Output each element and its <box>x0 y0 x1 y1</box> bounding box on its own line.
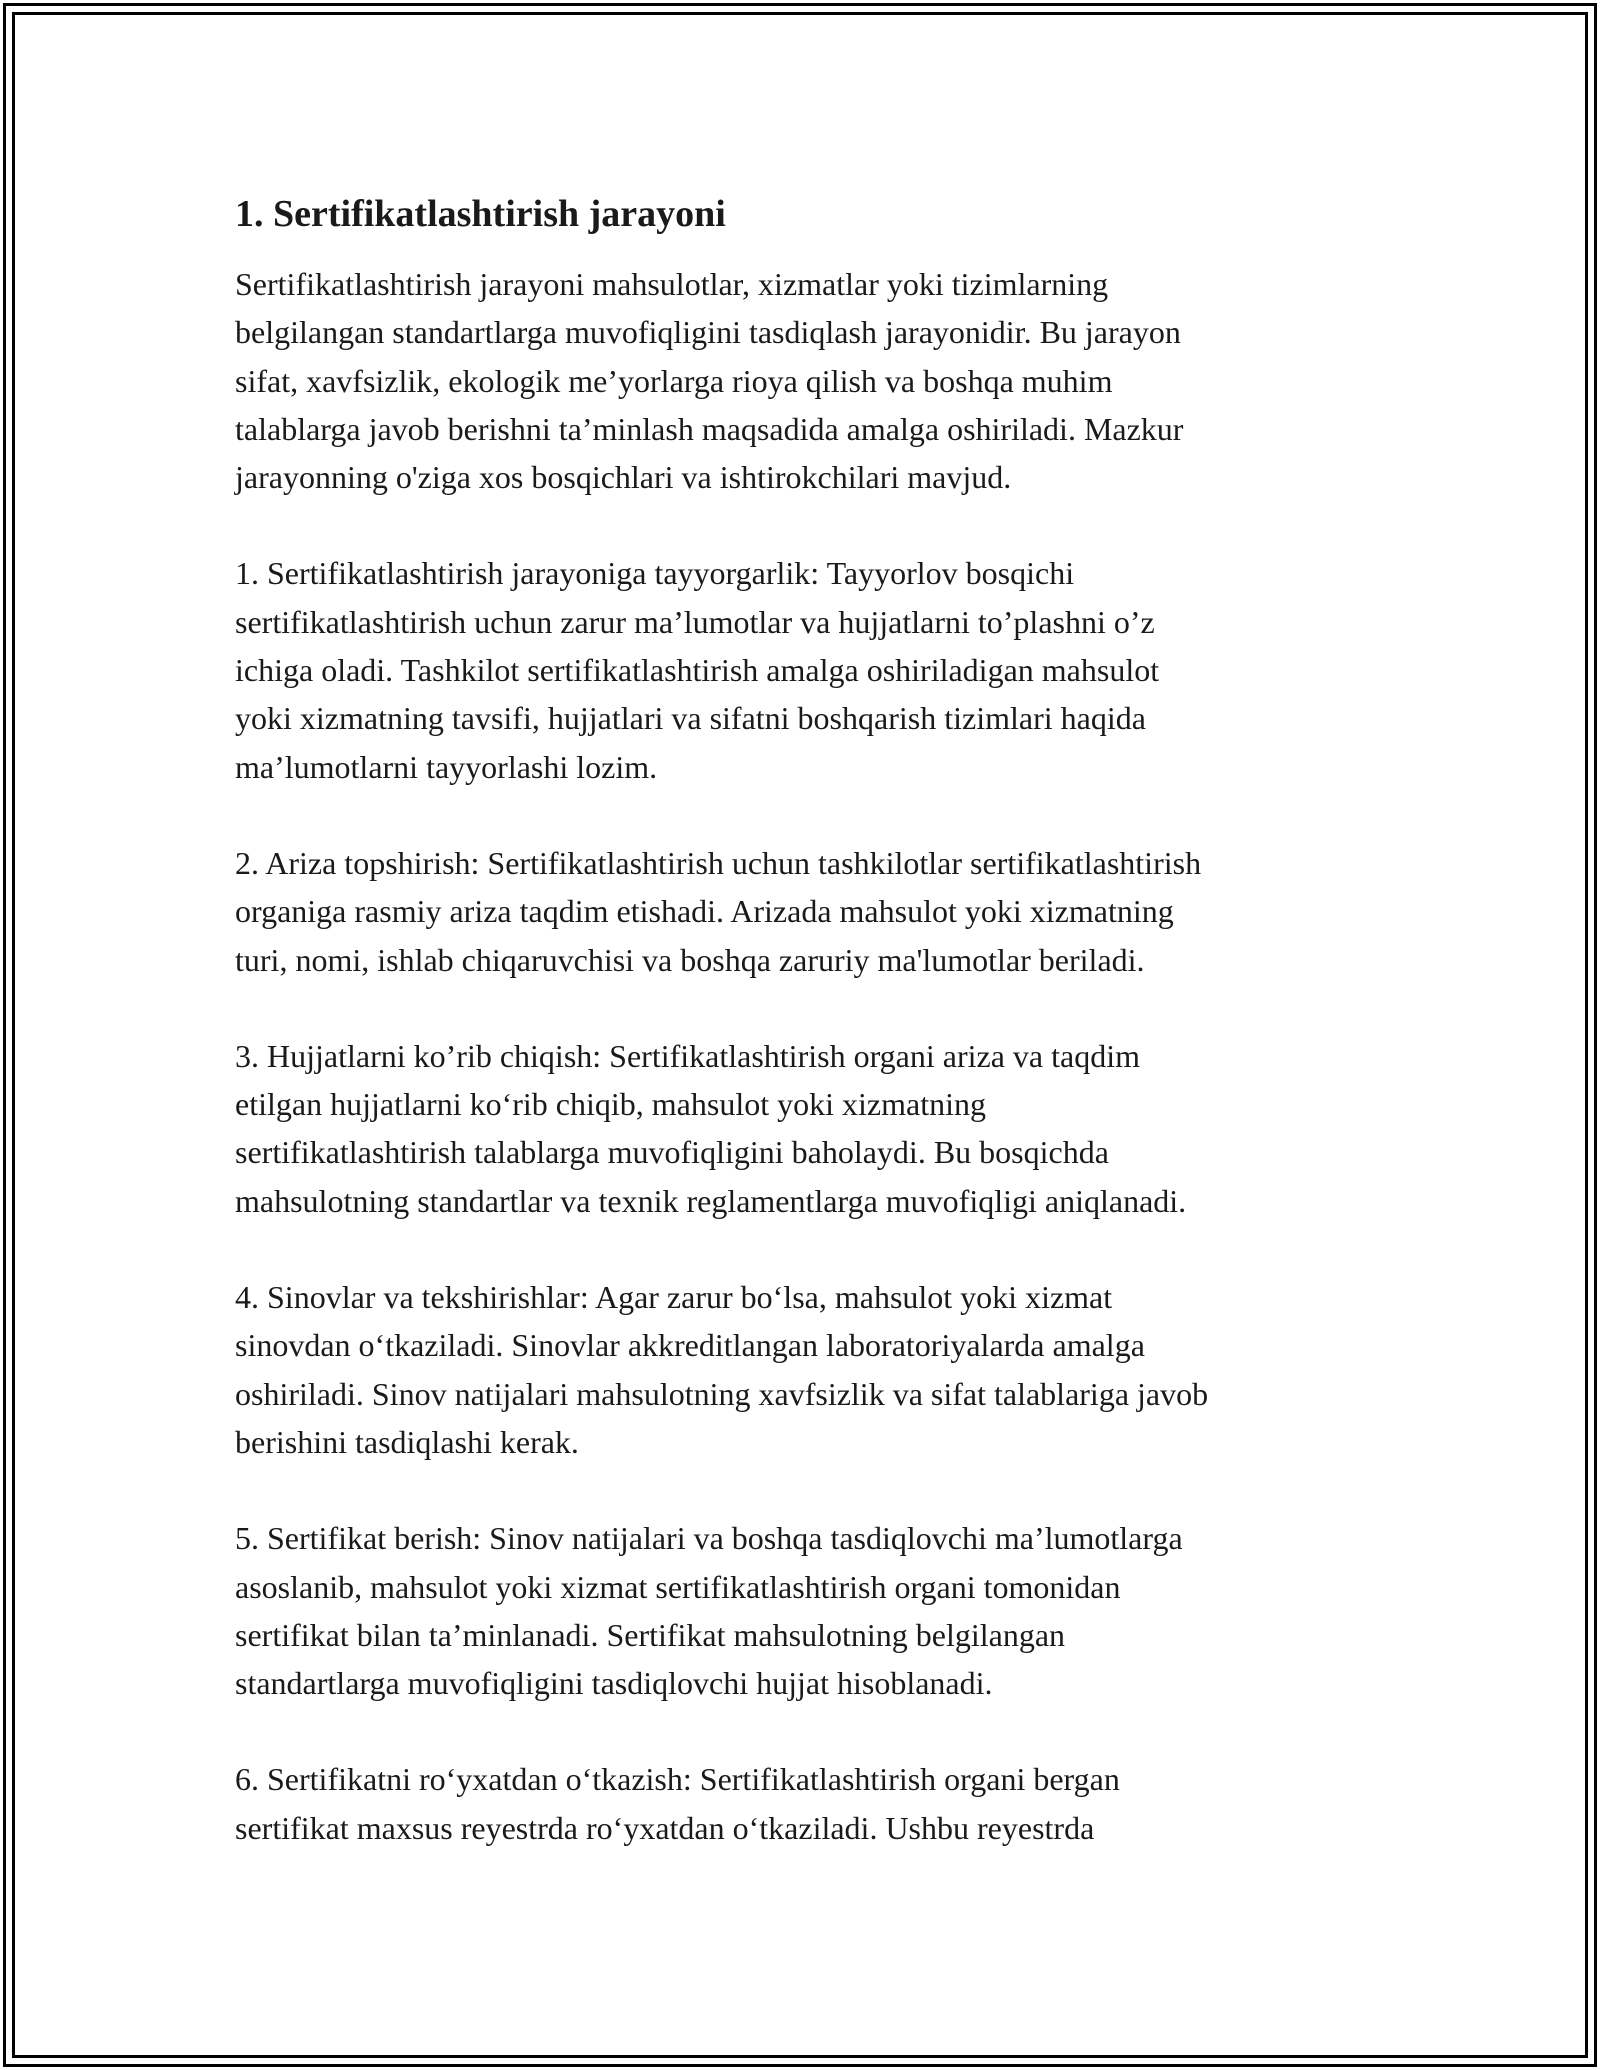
text-line: 6. Sertifikatni ro‘yxatdan o‘tkazish: Sertifikatlashtirish organi bergan <box>235 1761 1120 1798</box>
text-line: ichiga oladi. Tashkilot sertifikatlashtirish amalga oshiriladigan mahsulot <box>235 652 1160 689</box>
text-line: sertifikat maxsus reyestrda ro‘yxatdan o‘tkaziladi. Ushbu reyestrda <box>235 1809 1095 1846</box>
step-1-paragraph <box>235 549 1385 790</box>
text-line: sifat, xavfsizlik, ekologik me’yorlarga rioya qilish va boshqa muhim <box>235 362 1113 399</box>
text-line: Sertifikatlashtirish jarayoni mahsulotlar, xizmatlar yoki tizimlarning <box>235 266 1109 302</box>
text-line: 4. Sinovlar va tekshirishlar: Agar zarur bo‘lsa, mahsulot yoki xizmat <box>235 1279 1113 1316</box>
text-line: organiga rasmiy ariza taqdim etishadi. Arizada mahsulot yoki xizmatning <box>235 893 1174 930</box>
intro-paragraph <box>235 260 1385 501</box>
text-line: 1. Sertifikatlashtirish jarayoniga tayyorgarlik: Tayyorlov bosqichi <box>235 555 1075 592</box>
step-4-paragraph <box>235 1273 1385 1466</box>
text-line: oshiriladi. Sinov natijalari mahsulotning xavfsizlik va sifat talablariga javob <box>235 1375 1209 1412</box>
step-3-paragraph <box>235 1032 1385 1225</box>
text-line: sertifikat bilan ta’minlanadi. Sertifikat mahsulotning belgilangan <box>235 1616 1066 1653</box>
document-body <box>235 188 1385 1900</box>
text-line: standartlarga muvofiqligini tasdiqlovchi hujjat hisoblanadi. <box>235 1665 993 1702</box>
text-line: talablarga javob berishni ta’minlash maqsadida amalga oshiriladi. Mazkur <box>235 410 1184 447</box>
text-line: berishini tasdiqlashi kerak. <box>235 1423 579 1460</box>
text-line: etilgan hujjatlarni ko‘rib chiqib, mahsulot yoki xizmatning <box>235 1086 986 1123</box>
step-5-paragraph <box>235 1514 1385 1707</box>
section-heading: 1. Sertifikatlashtirish jarayoni <box>235 193 726 235</box>
text-line: jarayonning o'ziga xos bosqichlari va ishtirokchilari mavjud. <box>235 459 1012 496</box>
text-line: mahsulotning standartlar va texnik reglamentlarga muvofiqligi aniqlanadi. <box>235 1182 1187 1219</box>
text-line: 5. Sertifikat berish: Sinov natijalari va boshqa tasdiqlovchi ma’lumotlarga <box>235 1520 1183 1557</box>
text-line: sinovdan o‘tkaziladi. Sinovlar akkreditlangan laboratoriyalarda amalga <box>235 1327 1145 1364</box>
text-line: 2. Ariza topshirish: Sertifikatlashtirish uchun tashkilotlar sertifikatlashtirish <box>235 844 1202 881</box>
text-line: yoki xizmatning tavsifi, hujjatlari va sifatni boshqarish tizimlari haqida <box>235 700 1146 737</box>
text-line: turi, nomi, ishlab chiqaruvchisi va boshqa zaruriy ma'lumotlar beriladi. <box>235 941 1145 978</box>
text-line: ma’lumotlarni tayyorlashi lozim. <box>235 748 658 785</box>
step-2-paragraph <box>235 839 1385 984</box>
text-line: sertifikatlashtirish talablarga muvofiqligini baholaydi. Bu bosqichda <box>235 1134 1109 1171</box>
text-line: asoslanib, mahsulot yoki xizmat sertifikatlashtirish organi tomonidan <box>235 1568 1121 1605</box>
step-6-paragraph <box>235 1755 1385 1852</box>
text-line: 3. Hujjatlarni ko’rib chiqish: Sertifikatlashtirish organi ariza va taqdim <box>235 1037 1140 1074</box>
text-line: belgilangan standartlarga muvofiqligini tasdiqlash jarayonidir. Bu jarayon <box>235 314 1181 351</box>
text-line: sertifikatlashtirish uchun zarur ma’lumotlar va hujjatlarni to’plashni o’z <box>235 603 1155 640</box>
